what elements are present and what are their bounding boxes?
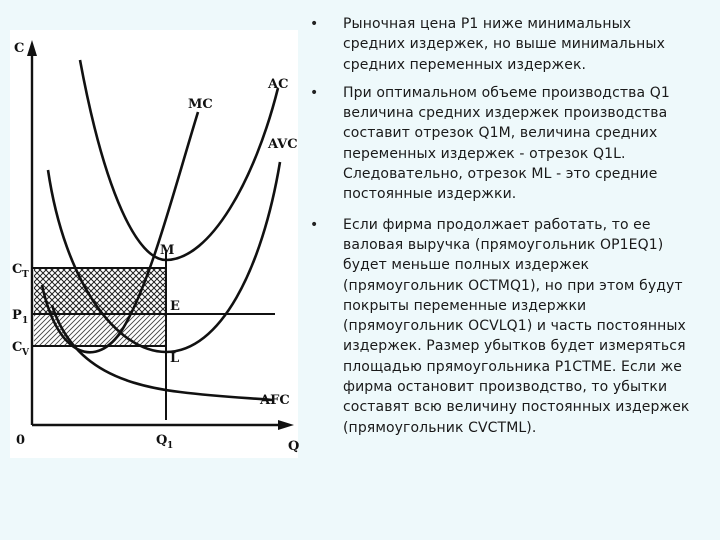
svg-text:1: 1 bbox=[22, 316, 29, 326]
origin-label: 0 bbox=[16, 433, 26, 448]
cv-label bbox=[12, 340, 30, 358]
cost-curves-figure bbox=[10, 30, 298, 458]
bullet-list bbox=[310, 14, 710, 438]
ac-curve bbox=[80, 60, 278, 260]
afc-label: AFC bbox=[260, 393, 290, 408]
cost-curves-diagram bbox=[10, 30, 298, 458]
y-axis-arrow bbox=[27, 40, 37, 56]
explanation-panel bbox=[310, 14, 710, 438]
point-l-label: L bbox=[170, 351, 180, 366]
bullet-item bbox=[310, 14, 710, 75]
svg-text:P: P bbox=[12, 308, 22, 323]
q1-label bbox=[156, 433, 173, 451]
y-axis-label: C bbox=[14, 41, 25, 56]
ac-label: AC bbox=[268, 77, 289, 92]
point-m-label: M bbox=[160, 243, 175, 258]
x-axis-label: Q bbox=[288, 439, 300, 454]
bullet-item bbox=[310, 215, 710, 438]
svg-text:1: 1 bbox=[167, 441, 174, 451]
ct-label bbox=[12, 262, 29, 280]
bullet-icon: • bbox=[310, 216, 319, 233]
bullet-text: При оптимальном объеме производства Q1 величина средних издержек производства составит отрезок Q1M, величина средних переменных издержек - отрезок Q1L. Следовательно, отрезок ML - это средние постоянные издержки. bbox=[343, 84, 670, 203]
bullet-icon: • bbox=[310, 16, 319, 32]
svg-text:V: V bbox=[22, 348, 29, 358]
bullet-text: Если фирма продолжает работать, то ее валовая выручка (прямоугольник OP1EQ1) будет меньше полных издержек (прямоугольник OCTMQ1), но при этом будут покрыты переменные издержки (прямоугольник OCVLQ1) и часть постоянных издержек. Размер убытков будет измеряться площадью прямоугольника P1CTME. Если же фирма остановит производство, то убытки составят всю величину постоянных издержек (прямоугольник CVCTML). bbox=[343, 216, 690, 436]
bullet-text: Рыночная цена P1 ниже минимальных средних издержек, но выше минимальных средних переменных издержек. bbox=[343, 16, 665, 73]
mc-label: MC bbox=[188, 97, 213, 112]
p1-label bbox=[12, 308, 28, 326]
x-axis-arrow bbox=[278, 420, 294, 430]
svg-text:C: C bbox=[12, 262, 23, 277]
bullet-icon: • bbox=[310, 84, 319, 101]
bullet-item bbox=[310, 83, 710, 205]
point-e-label: E bbox=[170, 299, 180, 314]
svg-text:C: C bbox=[12, 340, 23, 355]
svg-text:Q: Q bbox=[156, 433, 168, 448]
svg-text:T: T bbox=[22, 270, 29, 280]
avc-label: AVC bbox=[268, 137, 298, 152]
